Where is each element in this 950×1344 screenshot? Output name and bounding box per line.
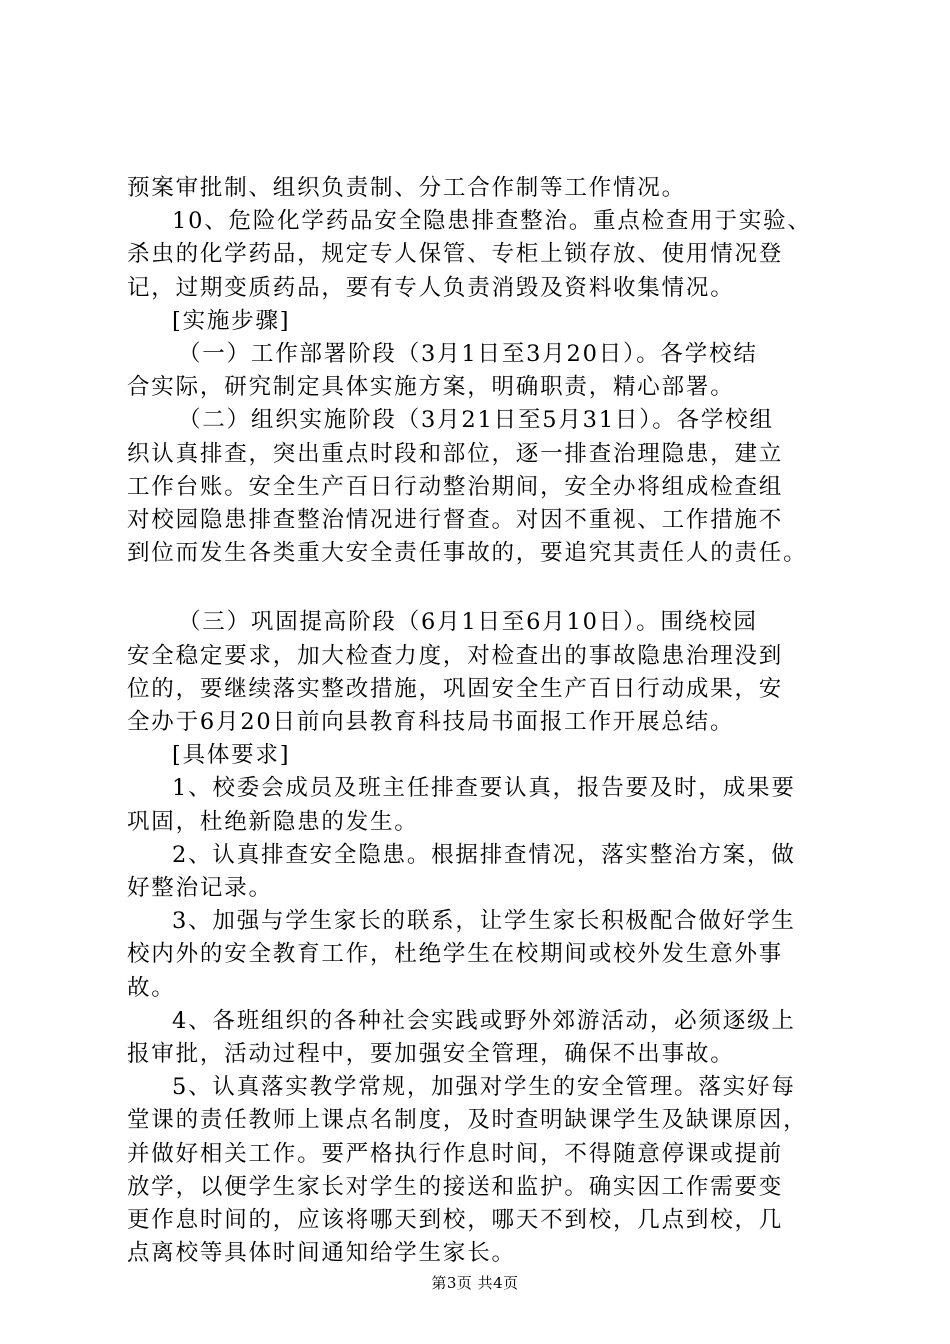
text-line: 记，过期变质药品，要有专人负责消毁及资料收集情况。 bbox=[127, 274, 735, 301]
text-line: 4、各班组织的各种社会实践或野外郊游活动，必须逐级上 bbox=[172, 1007, 796, 1034]
text-line: 全办于6月20日前向县教育科技局书面报工作开展总结。 bbox=[127, 709, 735, 735]
text-line: 到位而发生各类重大安全责任事故的，要追究其责任人的责任。 bbox=[127, 540, 808, 567]
text-line: 故。 bbox=[127, 974, 176, 1001]
text-line: 并做好相关工作。要严格执行作息时间，不得随意停课或提前 bbox=[127, 1140, 784, 1167]
text-line: 织认真排查，突出重点时段和部位，逐一排查治理隐患，建立 bbox=[127, 440, 784, 467]
text-line: 巩固，杜绝新隐患的发生。 bbox=[127, 808, 419, 835]
text-line: 预案审批制、组织负责制、分工合作制等工作情况。 bbox=[127, 175, 686, 201]
text-line: 安全稳定要求，加大检查力度，对检查出的事故隐患治理没到 bbox=[127, 642, 784, 669]
text-line: 杀虫的化学药品，规定专人保管、专柜上锁存放、使用情况登 bbox=[127, 241, 784, 268]
text-line: （二）组织实施阶段（3月21日至5月31日）。各学校组 bbox=[178, 407, 774, 434]
text-line: 堂课的责任教师上课点名制度，及时查明缺课学生及缺课原因， bbox=[127, 1107, 808, 1134]
text-line: 合实际，研究制定具体实施方案，明确职责，精心部署。 bbox=[127, 374, 735, 401]
text-line: 放学，以便学生家长对学生的接送和监护。确实因工作需要变 bbox=[127, 1173, 784, 1200]
text-line: 对校园隐患排查整治情况进行督查。对因不重视、工作措施不 bbox=[127, 507, 784, 533]
section-heading: [具体要求] bbox=[172, 742, 291, 769]
text-line: 1、校委会成员及班主任排查要认真，报告要及时，成果要 bbox=[172, 775, 796, 802]
page-number-footer: 第3页 共4页 bbox=[431, 1274, 519, 1292]
text-line: 点离校等具体时间通知给学生家长。 bbox=[127, 1240, 516, 1267]
text-line: 工作台账。安全生产百日行动整治期间，安全办将组成检查组 bbox=[127, 473, 784, 500]
text-line: 2、认真排查安全隐患。根据排查情况，落实整治方案，做 bbox=[172, 841, 796, 868]
text-line: 10、危险化学药品安全隐患排查整治。重点检查用于实验、 bbox=[172, 208, 812, 235]
text-line: 3、加强与学生家长的联系，让学生家长积极配合做好学生 bbox=[172, 908, 796, 935]
text-line: 校内外的安全教育工作，杜绝学生在校期间或校外发生意外事 bbox=[127, 941, 784, 968]
section-heading: [实施步骤] bbox=[172, 307, 291, 334]
text-line: 5、认真落实教学常规，加强对学生的安全管理。落实好每 bbox=[172, 1074, 796, 1101]
text-line: 位的，要继续落实整改措施，巩固安全生产百日行动成果，安 bbox=[127, 675, 784, 702]
text-line: 报审批，活动过程中，要加强安全管理，确保不出事故。 bbox=[127, 1041, 735, 1067]
text-line: 好整治记录。 bbox=[127, 875, 273, 901]
text-line: 更作息时间的，应该将哪天到校，哪天不到校，几点到校，几 bbox=[127, 1207, 784, 1233]
text-line: （一）工作部署阶段（3月1日至3月20日）。各学校结 bbox=[178, 341, 758, 367]
text-line: （三）巩固提高阶段（6月1日至6月10日）。围绕校园 bbox=[178, 609, 758, 636]
